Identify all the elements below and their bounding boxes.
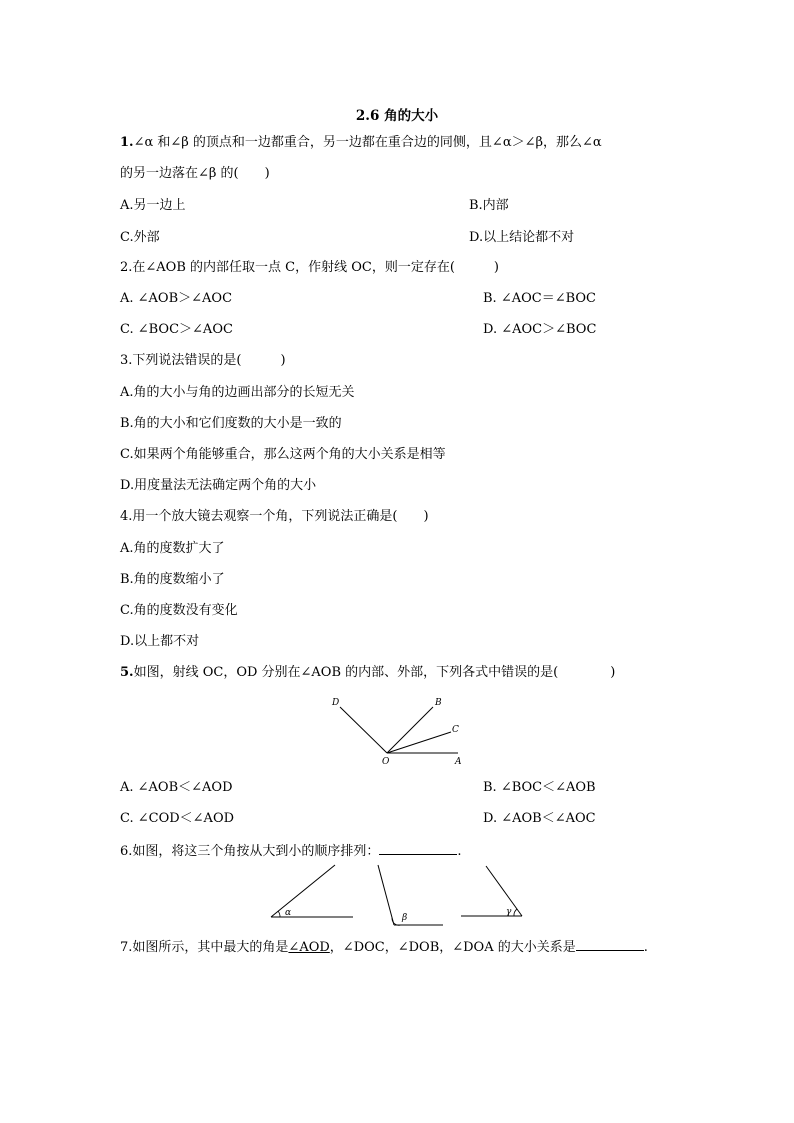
q1-stem-line-2: 的另一边落在∠β 的( )	[120, 166, 270, 181]
q2-stem: 在∠AOB 的内部任取一点 C，作射线 OC，则一定存在( )	[132, 260, 499, 275]
q5-line	[120, 664, 615, 682]
q3-option-d: D.用度量法无法确定两个角的大小	[120, 478, 317, 493]
q4-line	[120, 508, 429, 526]
q6-end: .	[457, 844, 462, 859]
gamma-ray	[486, 866, 522, 916]
label-o: O	[382, 757, 390, 767]
q7-answer-blank[interactable]	[576, 937, 644, 951]
q5-option-a: A. ∠AOB＜∠AOD	[120, 780, 233, 795]
q1-number: 1.	[120, 135, 134, 150]
beta-label: β	[402, 913, 408, 923]
q5-option-b: B. ∠BOC＜∠AOB	[483, 780, 596, 795]
q5-stem: 如图，射线 OC，OD 分别在∠AOB 的内部、外部，下列各式中错误的是( )	[133, 665, 616, 680]
q3-option-c: C.如果两个角能够重合，那么这两个角的大小关系是相等	[120, 447, 446, 462]
q4-option-a: A.角的度数扩大了	[120, 541, 225, 556]
ray-ob	[387, 707, 433, 753]
q7-number: 7.	[120, 940, 133, 955]
ray-od	[340, 707, 387, 753]
alpha-ray	[271, 865, 335, 917]
q3-option-a: A.角的大小与角的边画出部分的长短无关	[120, 385, 355, 400]
q2-line	[120, 259, 499, 277]
q1-stem-line-1: ∠α 和∠β 的顶点和一边都重合，另一边都在重合边的同侧，且∠α＞∠β，那么∠α	[133, 135, 602, 150]
gamma-label: γ	[506, 907, 512, 917]
q5-option-d: D. ∠AOB＜∠AOC	[483, 811, 596, 826]
q6-number: 6.	[120, 844, 133, 859]
label-b: B	[435, 698, 442, 708]
q7-largest-angle: ∠AOD	[288, 940, 330, 955]
ray-oc	[387, 732, 451, 753]
q6-three-angles-figure	[268, 862, 528, 932]
alpha-arc	[278, 911, 280, 917]
q1-option-a: A.另一边上	[120, 198, 186, 213]
q5-angle-figure	[320, 690, 480, 770]
q4-option-c: C.角的度数没有变化	[120, 603, 238, 618]
q5-number: 5.	[120, 665, 134, 680]
q6-line	[120, 841, 462, 861]
q7-stem-before: 如图所示，其中最大的角是	[132, 940, 289, 955]
q2-option-d: D. ∠AOC＞∠BOC	[483, 322, 597, 337]
q7-stem-after: ，∠DOC，∠DOB，∠DOA 的大小关系是	[329, 940, 576, 955]
q3-stem: 下列说法错误的是( )	[132, 353, 286, 368]
q4-option-b: B.角的度数缩小了	[120, 572, 225, 587]
label-a: A	[455, 757, 462, 767]
q6-answer-blank[interactable]	[379, 841, 457, 855]
q7-line	[120, 937, 648, 957]
q3-option-b: B.角的大小和它们度数的大小是一致的	[120, 416, 342, 431]
page-title: 2.6 角的大小	[355, 108, 439, 124]
beta-ray-left	[378, 865, 394, 925]
q4-option-d: D.以上都不对	[120, 634, 200, 649]
label-d: D	[332, 698, 340, 708]
label-c: C	[452, 725, 459, 735]
q2-number: 2.	[120, 260, 133, 275]
q1-option-d: D.以上结论都不对	[469, 230, 575, 245]
q2-option-c: C. ∠BOC＞∠AOC	[120, 322, 233, 337]
alpha-label: α	[285, 908, 292, 918]
q7-end: .	[643, 940, 648, 955]
q3-line	[120, 352, 286, 370]
q3-number: 3.	[120, 353, 133, 368]
q1-line-1	[120, 134, 602, 152]
q5-option-c: C. ∠COD＜∠AOD	[120, 811, 235, 826]
q1-option-c: C.外部	[120, 230, 160, 245]
q6-stem: 如图，将这三个角按从大到小的顺序排列：	[132, 844, 380, 859]
q1-option-b: B.内部	[469, 198, 509, 213]
q2-option-a: A. ∠AOB＞∠AOC	[120, 291, 233, 306]
q4-stem: 用一个放大镜去观察一个角，下列说法正确是( )	[132, 509, 429, 524]
q2-option-b: B. ∠AOC＝∠BOC	[483, 291, 596, 306]
gamma-arc	[514, 909, 517, 916]
q4-number: 4.	[120, 509, 133, 524]
